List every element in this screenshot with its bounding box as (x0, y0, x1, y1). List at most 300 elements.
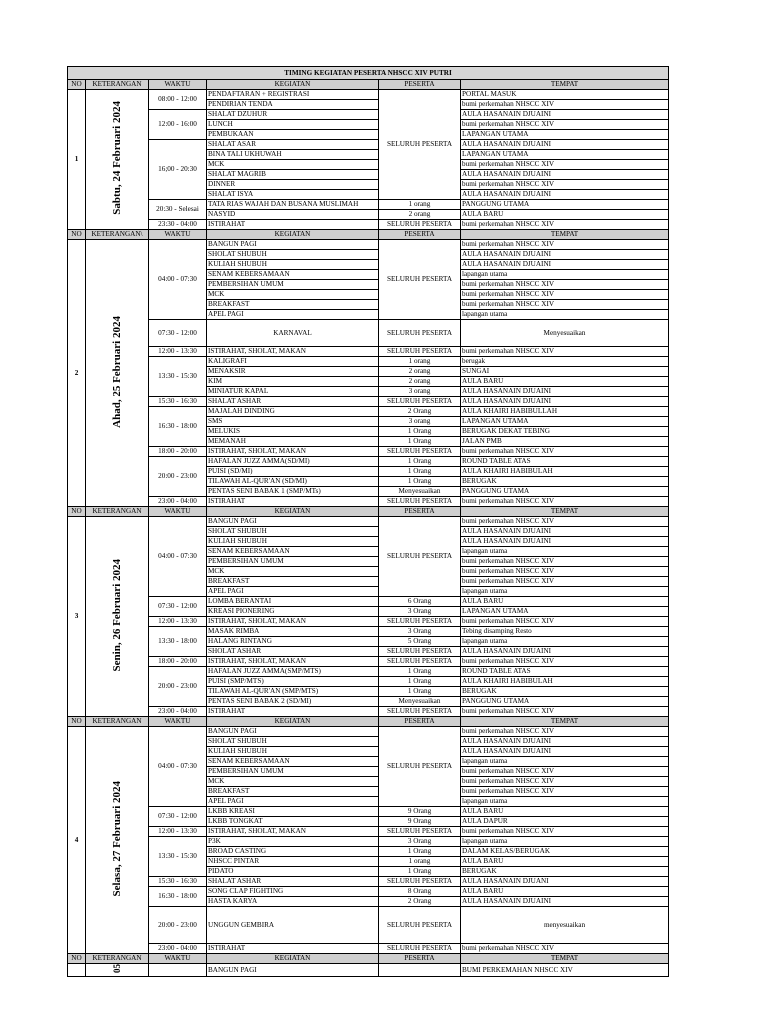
activity-cell: KALIGRAFI (207, 357, 379, 367)
header-keterangan: KETERANGAN (86, 507, 149, 517)
activity-cell: NASYID (207, 210, 379, 220)
place-cell: bumi perkemahan NHSCC XIV (461, 160, 669, 170)
place-cell: bumi perkemahan NHSCC XIV (461, 944, 669, 954)
activity-cell: BANGUN PAGI (207, 727, 379, 737)
place-cell: lapangan utama (461, 797, 669, 807)
table-row (68, 627, 669, 637)
activity-cell: BROAD CASTING (207, 847, 379, 857)
table-row (68, 497, 669, 507)
activity-cell: ISTIRAHAT (207, 220, 379, 230)
place-cell: bumi perkemahan NHSCC XIV (461, 100, 669, 110)
place-cell: bumi perkemahan NHSCC XIV (461, 290, 669, 300)
participant-cell: 5 Orang (379, 637, 461, 647)
activity-cell: SHOLAT ASHAR (207, 647, 379, 657)
place-cell: AULA BARU (461, 857, 669, 867)
participant-cell: 9 Orang (379, 807, 461, 817)
time-cell: 23:00 - 04:00 (149, 944, 207, 954)
time-cell: 23:30 - 04:00 (149, 220, 207, 230)
place-cell: JALAN PMB (461, 437, 669, 447)
day-date-text: 05 (112, 964, 122, 973)
place-cell: AULA HASANAIN DJUAINI (461, 897, 669, 907)
participant-cell: 3 orang (379, 387, 461, 397)
header-tempat: TEMPAT (461, 954, 669, 964)
activity-cell: PENTAS SENI BABAK 1 (SMP/MTs) (207, 487, 379, 497)
participant-cell: 1 orang (379, 357, 461, 367)
activity-cell: KREASI PIONERING (207, 607, 379, 617)
activity-cell: KULIAH SHUBUH (207, 537, 379, 547)
place-cell: AULA HASANAIN DJUAINI (461, 140, 669, 150)
place-cell: lapangan utama (461, 587, 669, 597)
activity-cell: SONG CLAP FIGHTING (207, 887, 379, 897)
time-cell: 12:00 - 13:30 (149, 617, 207, 627)
participant-cell: SELURUH PESERTA (379, 707, 461, 717)
header-waktu: WAKTU (149, 80, 207, 90)
day-date (86, 727, 149, 954)
place-cell: lapangan utama (461, 837, 669, 847)
activity-cell: LOMBA BERANTAI (207, 597, 379, 607)
day-date-text: Selasa, 27 Februari 2024 (111, 780, 123, 897)
place-cell: AULA BARU (461, 210, 669, 220)
place-cell: AULA HASANAIN DJUAINI (461, 260, 669, 270)
schedule-sheet (67, 66, 668, 977)
place-cell: AULA HASANAIN DJUAINI (461, 647, 669, 657)
header-keterangan: KETERANGAN\ (86, 230, 149, 240)
header-keterangan: KETERANGAN (86, 717, 149, 727)
activity-cell: PIDATO (207, 867, 379, 877)
activity-cell: SHOLAT SHUBUH (207, 250, 379, 260)
activity-cell: HALANG RINTANG (207, 637, 379, 647)
place-cell: LAPANGAN UTAMA (461, 150, 669, 160)
place-cell: LAPANGAN UTAMA (461, 417, 669, 427)
time-cell: 07:30 - 12:00 (149, 320, 207, 347)
participant-cell: Menyesuaikan (379, 697, 461, 707)
participant-cell: 3 Orang (379, 627, 461, 637)
activity-cell: PENDAFTARAN + REGISTRASI (207, 90, 379, 100)
table-row (68, 110, 669, 120)
time-cell: 07:30 - 12:00 (149, 597, 207, 617)
place-cell: bumi perkemahan NHSCC XIV (461, 240, 669, 250)
table-row (68, 707, 669, 717)
header-tempat: TEMPAT (461, 80, 669, 90)
activity-cell: ISTIRAHAT (207, 944, 379, 954)
header-row (68, 954, 669, 964)
activity-cell: BANGUN PAGI (207, 240, 379, 250)
place-cell: lapangan utama (461, 270, 669, 280)
activity-cell: KULIAH SHUBUH (207, 260, 379, 270)
activity-cell: UNGGUN GEMBIRA (207, 907, 379, 944)
table-row (68, 397, 669, 407)
activity-cell: SMS (207, 417, 379, 427)
place-cell: AULA HASANAIN DJUAINI (461, 110, 669, 120)
participant-cell: 2 orang (379, 210, 461, 220)
activity-cell: HAFALAN JUZZ AMMA(SD/MI) (207, 457, 379, 467)
place-cell: LAPANGAN UTAMA (461, 130, 669, 140)
place-cell: AULA BARU (461, 887, 669, 897)
participant-cell: 1 Orang (379, 457, 461, 467)
participant-cell: SELURUH PESERTA (379, 647, 461, 657)
header-peserta: PESERTA (379, 230, 461, 240)
activity-cell: MCK (207, 160, 379, 170)
participant-cell: SELURUH PESERTA (379, 397, 461, 407)
participant-cell: 1 orang (379, 857, 461, 867)
table-row (68, 827, 669, 837)
table-row (68, 200, 669, 210)
activity-cell: SENAM KEBERSAMAAN (207, 757, 379, 767)
activity-cell: MCK (207, 567, 379, 577)
header-peserta: PESERTA (379, 80, 461, 90)
place-cell: bumi perkemahan NHSCC XIV (461, 787, 669, 797)
place-cell: lapangan utama (461, 757, 669, 767)
activity-cell: PEMBERSIHAN UMUM (207, 557, 379, 567)
header-tempat: TEMPAT (461, 717, 669, 727)
place-cell: PANGGUNG UTAMA (461, 697, 669, 707)
time-cell: 12:00 - 13:30 (149, 347, 207, 357)
participant-cell: 8 Orang (379, 887, 461, 897)
participant-cell (379, 964, 461, 977)
time-cell: 18:00 - 20:00 (149, 447, 207, 457)
time-cell: 04:00 - 07:30 (149, 727, 207, 807)
time-cell: 23:00 - 04:00 (149, 707, 207, 717)
activity-cell: MASAK RIMBA (207, 627, 379, 637)
header-keterangan: KETERANGAN (86, 954, 149, 964)
table-row (68, 877, 669, 887)
time-cell: 07:30 - 12:00 (149, 807, 207, 827)
activity-cell: BANGUN PAGI (207, 964, 379, 977)
header-waktu: WAKTU (149, 954, 207, 964)
header-waktu: WAKTU (149, 230, 207, 240)
place-cell: AULA KHAIRI HABIBULLAH (461, 407, 669, 417)
place-cell: DALAM KELAS/BERUGAK (461, 847, 669, 857)
activity-cell: HASTA KARYA (207, 897, 379, 907)
participant-cell: SELURUH PESERTA (379, 617, 461, 627)
activity-cell: LUNCH (207, 120, 379, 130)
participant-cell: 1 orang (379, 200, 461, 210)
header-row (68, 717, 669, 727)
activity-cell: BREAKFAST (207, 300, 379, 310)
place-cell: bumi perkemahan NHSCC XIV (461, 577, 669, 587)
activity-cell: DINNER (207, 180, 379, 190)
place-cell: AULA HASANAIN DJUAINI (461, 190, 669, 200)
participant-cell: 2 orang (379, 377, 461, 387)
activity-cell: BINA TALI UKHUWAH (207, 150, 379, 160)
place-cell: BERUGAK (461, 477, 669, 487)
time-cell: 15:30 - 16:30 (149, 877, 207, 887)
place-cell: SUNGAI (461, 367, 669, 377)
time-cell: 18:00 - 20:00 (149, 657, 207, 667)
place-cell: AULA HASANAIN DJUAINI (461, 737, 669, 747)
activity-cell: MCK (207, 290, 379, 300)
activity-cell: SENAM KEBERSAMAAN (207, 270, 379, 280)
place-cell: AULA BARU (461, 807, 669, 817)
activity-cell: ISTIRAHAT, SHOLAT, MAKAN (207, 617, 379, 627)
header-keterangan: KETERANGAN (86, 80, 149, 90)
activity-cell: MELUKIS (207, 427, 379, 437)
participant-cell: SELURUH PESERTA (379, 657, 461, 667)
activity-cell: KULIAH SHUBUH (207, 747, 379, 757)
header-no: NO (68, 717, 86, 727)
table-row (68, 727, 669, 737)
place-cell: AULA BARU (461, 597, 669, 607)
participant-cell: SELURUH PESERTA (379, 944, 461, 954)
table-row (68, 657, 669, 667)
activity-cell: ISTIRAHAT (207, 707, 379, 717)
participant-cell: 1 Orang (379, 477, 461, 487)
day-number: 2 (68, 240, 86, 507)
time-cell: 15:30 - 16:30 (149, 397, 207, 407)
participant-cell: 1 Orang (379, 847, 461, 857)
day-date (86, 517, 149, 717)
activity-cell: SHALAT DZUHUR (207, 110, 379, 120)
header-peserta: PESERTA (379, 507, 461, 517)
place-cell: AULA HASANAIN DJUAINI (461, 537, 669, 547)
participant-cell: 2 Orang (379, 897, 461, 907)
header-kegiatan: KEGIATAN (207, 717, 379, 727)
activity-cell: KIM (207, 377, 379, 387)
activity-cell: MENAKSIR (207, 367, 379, 377)
day-number: 1 (68, 90, 86, 230)
header-peserta: PESERTA (379, 954, 461, 964)
time-cell: 20:00 - 23:00 (149, 907, 207, 944)
place-cell: bumi perkemahan NHSCC XIV (461, 300, 669, 310)
time-cell: 16:30 - 18:00 (149, 407, 207, 447)
activity-cell: SHALAT ISYA (207, 190, 379, 200)
place-cell: PORTAL MASUK (461, 90, 669, 100)
day-number: 4 (68, 727, 86, 954)
place-cell: bumi perkemahan NHSCC XIV (461, 767, 669, 777)
table-row (68, 944, 669, 954)
place-cell: bumi perkemahan NHSCC XIV (461, 497, 669, 507)
header-no: NO (68, 230, 86, 240)
time-cell: 12:00 - 13:30 (149, 827, 207, 837)
table-row (68, 320, 669, 347)
table-row (68, 907, 669, 944)
participant-cell: 1 Orang (379, 677, 461, 687)
activity-cell: APEL PAGI (207, 310, 379, 320)
day-date (86, 90, 149, 230)
participant-cell: SELURUH PESERTA (379, 347, 461, 357)
place-cell: AULA HASANAIN DJUAINI (461, 747, 669, 757)
activity-cell: PUISI (SMP/MTS) (207, 677, 379, 687)
table-row (68, 597, 669, 607)
table-row (68, 517, 669, 527)
participant-cell: SELURUH PESERTA (379, 877, 461, 887)
activity-cell: SHOLAT SHUBUH (207, 737, 379, 747)
time-cell: 12:00 - 16:00 (149, 110, 207, 140)
place-cell: AULA KHAIRI HABIBULAH (461, 677, 669, 687)
schedule-table (67, 66, 669, 977)
header-row (68, 80, 669, 90)
activity-cell: HAFALAN JUZZ AMMA(SMP/MTS) (207, 667, 379, 677)
place-cell: BERUGAK (461, 867, 669, 877)
place-cell: ROUND TABLE ATAS (461, 457, 669, 467)
time-cell: 20:00 - 23:00 (149, 667, 207, 707)
table-row (68, 617, 669, 627)
table-row (68, 90, 669, 100)
place-cell: AULA HASANAIN DJUAINI (461, 397, 669, 407)
place-cell: Menyesuaikan (461, 320, 669, 347)
participant-cell: 3 orang (379, 417, 461, 427)
time-cell: 23:00 - 04:00 (149, 497, 207, 507)
table-row (68, 357, 669, 367)
place-cell: BERUGAK (461, 687, 669, 697)
place-cell: bumi perkemahan NHSCC XIV (461, 827, 669, 837)
activity-cell: PEMBERSIHAN UMUM (207, 767, 379, 777)
place-cell: bumi perkemahan NHSCC XIV (461, 120, 669, 130)
table-row (68, 447, 669, 457)
activity-cell: SENAM KEBERSAMAAN (207, 547, 379, 557)
header-kegiatan: KEGIATAN (207, 230, 379, 240)
header-kegiatan: KEGIATAN (207, 954, 379, 964)
place-cell: bumi perkemahan NHSCC XIV (461, 220, 669, 230)
time-cell: 13:30 - 15:30 (149, 837, 207, 877)
activity-cell: NHSCC PINTAR (207, 857, 379, 867)
activity-cell: MINIATUR KAPAL (207, 387, 379, 397)
participant-cell: SELURUH PESERTA (379, 907, 461, 944)
time-cell: 08:00 - 12:00 (149, 90, 207, 110)
activity-cell: TILAWAH AL-QUR'AN (SD/MI) (207, 477, 379, 487)
place-cell: berugak (461, 357, 669, 367)
activity-cell: PUISI (SD/MI) (207, 467, 379, 477)
table-row (68, 807, 669, 817)
time-cell: 16:30 - 18:00 (149, 887, 207, 907)
header-peserta: PESERTA (379, 717, 461, 727)
activity-cell: SHALAT ASAR (207, 140, 379, 150)
place-cell: BERUGAK DEKAT TEBING (461, 427, 669, 437)
place-cell: PANGGUNG UTAMA (461, 200, 669, 210)
place-cell: lapangan utama (461, 637, 669, 647)
time-cell: 20:00 - 23:00 (149, 457, 207, 497)
activity-cell: BANGUN PAGI (207, 517, 379, 527)
header-no: NO (68, 80, 86, 90)
table-row (68, 964, 669, 977)
time-cell: 13:30 - 18:00 (149, 627, 207, 657)
participant-cell: 2 Orang (379, 407, 461, 417)
participant-cell: SELURUH PESERTA (379, 517, 461, 597)
activity-cell: ISTIRAHAT, SHOLAT, MAKAN (207, 447, 379, 457)
place-cell: AULA HASANAIN DJUAINI (461, 250, 669, 260)
time-cell: 13:30 - 15:30 (149, 357, 207, 397)
activity-cell: BREAKFAST (207, 577, 379, 587)
header-kegiatan: KEGIATAN (207, 80, 379, 90)
table-row (68, 240, 669, 250)
activity-cell: PEMBERSIHAN UMUM (207, 280, 379, 290)
table-row (68, 140, 669, 150)
time-cell: 04:00 - 07:30 (149, 240, 207, 320)
participant-cell: SELURUH PESERTA (379, 240, 461, 320)
place-cell: AULA HASANAIN DJUAINI (461, 387, 669, 397)
header-waktu: WAKTU (149, 507, 207, 517)
table-row (68, 407, 669, 417)
activity-cell: ISTIRAHAT, SHOLAT, MAKAN (207, 347, 379, 357)
activity-cell: PEMBUKAAN (207, 130, 379, 140)
header-kegiatan: KEGIATAN (207, 507, 379, 517)
place-cell: PANGGUNG UTAMA (461, 487, 669, 497)
activity-cell: MAJALAH DINDING (207, 407, 379, 417)
participant-cell: 2 orang (379, 367, 461, 377)
day-date-text: Senin, 26 Februari 2024 (111, 558, 123, 672)
activity-cell: ISTIRAHAT, SHOLAT, MAKAN (207, 657, 379, 667)
time-cell (149, 964, 207, 977)
table-row (68, 667, 669, 677)
place-cell: AULA HASANAIN DJUANI (461, 877, 669, 887)
header-no: NO (68, 507, 86, 517)
activity-cell: P3K (207, 837, 379, 847)
table-row (68, 457, 669, 467)
place-cell: AULA DAPUR (461, 817, 669, 827)
activity-cell: SHALAT ASHAR (207, 397, 379, 407)
place-cell: bumi perkemahan NHSCC XIV (461, 617, 669, 627)
activity-cell: SHALAT MAGRIB (207, 170, 379, 180)
participant-cell: SELURUH PESERTA (379, 320, 461, 347)
time-cell: 20:30 - Selesai (149, 200, 207, 220)
page-title: TIMING KEGIATAN PESERTA NHSCC XIV PUTRI (68, 67, 669, 80)
place-cell: AULA HASANAIN DJUAINI (461, 170, 669, 180)
place-cell: ROUND TABLE ATAS (461, 667, 669, 677)
day-date-text: Ahad, 25 Februari 2024 (111, 315, 123, 428)
place-cell: Tebing disamping Resto (461, 627, 669, 637)
activity-cell: PENDIRIAN TENDA (207, 100, 379, 110)
header-no: NO (68, 954, 86, 964)
place-cell: bumi perkemahan NHSCC XIV (461, 777, 669, 787)
place-cell: AULA HASANAIN DJUAINI (461, 527, 669, 537)
table-row (68, 347, 669, 357)
table-row (68, 220, 669, 230)
table-row (68, 887, 669, 897)
place-cell: menyesuaikan (461, 907, 669, 944)
header-tempat: TEMPAT (461, 507, 669, 517)
place-cell: AULA KHAIRI HABIBULAH (461, 467, 669, 477)
activity-cell: MCK (207, 777, 379, 787)
day-date-text: Sabtu, 24 Februari 2024 (111, 101, 123, 215)
day-number (68, 964, 86, 977)
activity-cell: APEL PAGI (207, 587, 379, 597)
activity-cell: PENTAS SENI BABAK 2 (SD/MI) (207, 697, 379, 707)
activity-cell: LKBB KREASI (207, 807, 379, 817)
activity-cell: TATA RIAS WAJAH DAN BUSANA MUSLIMAH (207, 200, 379, 210)
header-row (68, 507, 669, 517)
place-cell: lapangan utama (461, 310, 669, 320)
participant-cell: SELURUH PESERTA (379, 727, 461, 807)
place-cell: bumi perkemahan NHSCC XIV (461, 447, 669, 457)
participant-cell: 3 Orang (379, 607, 461, 617)
header-tempat: TEMPAT (461, 230, 669, 240)
activity-cell: BREAKFAST (207, 787, 379, 797)
participant-cell: 3 Orang (379, 837, 461, 847)
day-date (86, 240, 149, 507)
place-cell: bumi perkemahan NHSCC XIV (461, 567, 669, 577)
place-cell: bumi perkemahan NHSCC XIV (461, 180, 669, 190)
participant-cell: 1 Orang (379, 427, 461, 437)
activity-cell: ISTIRAHAT, SHOLAT, MAKAN (207, 827, 379, 837)
activity-cell: KARNAVAL (207, 320, 379, 347)
participant-cell: 1 Orang (379, 437, 461, 447)
table-row (68, 837, 669, 847)
time-cell: 04:00 - 07:30 (149, 517, 207, 597)
activity-cell: SHALAT ASHAR (207, 877, 379, 887)
place-cell: bumi perkemahan NHSCC XIV (461, 347, 669, 357)
activity-cell: APEL PAGI (207, 797, 379, 807)
participant-cell: SELURUH PESERTA (379, 827, 461, 837)
place-cell: LAPANGAN UTAMA (461, 607, 669, 617)
participant-cell: SELURUH PESERTA (379, 220, 461, 230)
participant-cell: 1 Orang (379, 667, 461, 677)
place-cell: lapangan utama (461, 547, 669, 557)
participant-cell: 1 Orang (379, 867, 461, 877)
time-cell: 16;00 - 20:30 (149, 140, 207, 200)
place-cell: BUMI PERKEMAHAN NHSCC XIV (461, 964, 669, 977)
participant-cell: 9 Orang (379, 817, 461, 827)
place-cell: bumi perkemahan NHSCC XIV (461, 517, 669, 527)
